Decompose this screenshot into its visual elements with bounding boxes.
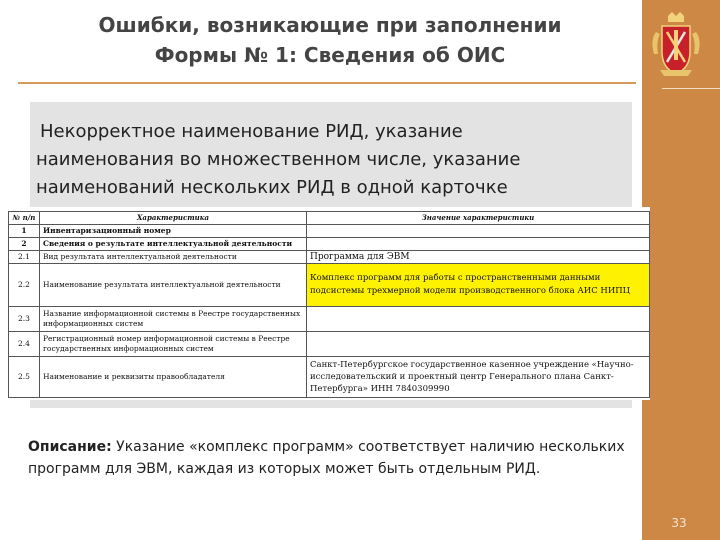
row-number: 2.3 (9, 307, 40, 332)
error-heading-line: Некорректное наименование РИД, указание (40, 121, 463, 142)
row-characteristic: Название информационной системы в Реестре государственных информационных систем (40, 307, 307, 332)
table-row (9, 238, 650, 251)
row-number: 2.4 (9, 332, 40, 357)
title-line: Ошибки, возникающие при заполнении (98, 13, 562, 37)
page-number: 33 (671, 516, 687, 530)
row-value (307, 225, 650, 238)
column-header: Значение характеристики (307, 212, 650, 225)
row-value (307, 307, 650, 332)
table-row (9, 251, 650, 264)
side-divider (662, 88, 720, 89)
side-accent-bar (642, 0, 720, 540)
column-header: Характеристика (40, 212, 307, 225)
form-table (8, 211, 650, 398)
error-heading (36, 118, 616, 202)
row-number: 2.2 (9, 264, 40, 307)
table-header-row (9, 212, 650, 225)
row-number: 2.1 (9, 251, 40, 264)
row-characteristic: Сведения о результате интеллектуальной деятельности (40, 238, 307, 251)
row-characteristic: Наименование результата интеллектуальной деятельности (40, 264, 307, 307)
description-text: Указание «комплекс программ» соответствует наличию нескольких программ для ЭВМ, каждая из которых может быть отдельным РИД. (28, 439, 625, 477)
coat-of-arms-icon (648, 10, 704, 80)
row-characteristic: Вид результата интеллектуальной деятельности (40, 251, 307, 264)
description-label: Описание: (28, 439, 112, 455)
table-row (9, 332, 650, 357)
title-line: Формы № 1: Сведения об ОИС (154, 43, 506, 67)
description (28, 436, 640, 480)
row-characteristic: Инвентаризационный номер (40, 225, 307, 238)
title-underline (18, 82, 636, 84)
column-header: № п/п (9, 212, 40, 225)
form-excerpt (2, 207, 650, 400)
row-number: 2 (9, 238, 40, 251)
row-characteristic: Регистрационный номер информационной системы в Реестре государственных информационных систем (40, 332, 307, 357)
table-row (9, 264, 650, 307)
table-row (9, 357, 650, 398)
row-value: Программа для ЭВМ (307, 251, 650, 264)
row-number: 1 (9, 225, 40, 238)
error-heading-line: наименования во множественном числе, указание (36, 149, 521, 170)
table-row (9, 307, 650, 332)
error-heading-line: наименований нескольких РИД в одной карточке (36, 177, 508, 198)
row-characteristic: Наименование и реквизиты правообладателя (40, 357, 307, 398)
page-title (60, 10, 600, 70)
highlighted-row-value: Комплекс программ для работы с пространственными данными подсистемы трехмерной модели производственного блока АИС НИПЦ (307, 264, 650, 307)
row-value (307, 332, 650, 357)
row-value: Санкт-Петербургское государственное казенное учреждение «Научно-исследовательский и проектный центр Генерального плана Санкт-Петербурга» ИНН 7840309990 (307, 357, 650, 398)
table-row (9, 225, 650, 238)
row-value (307, 238, 650, 251)
row-number: 2.5 (9, 357, 40, 398)
